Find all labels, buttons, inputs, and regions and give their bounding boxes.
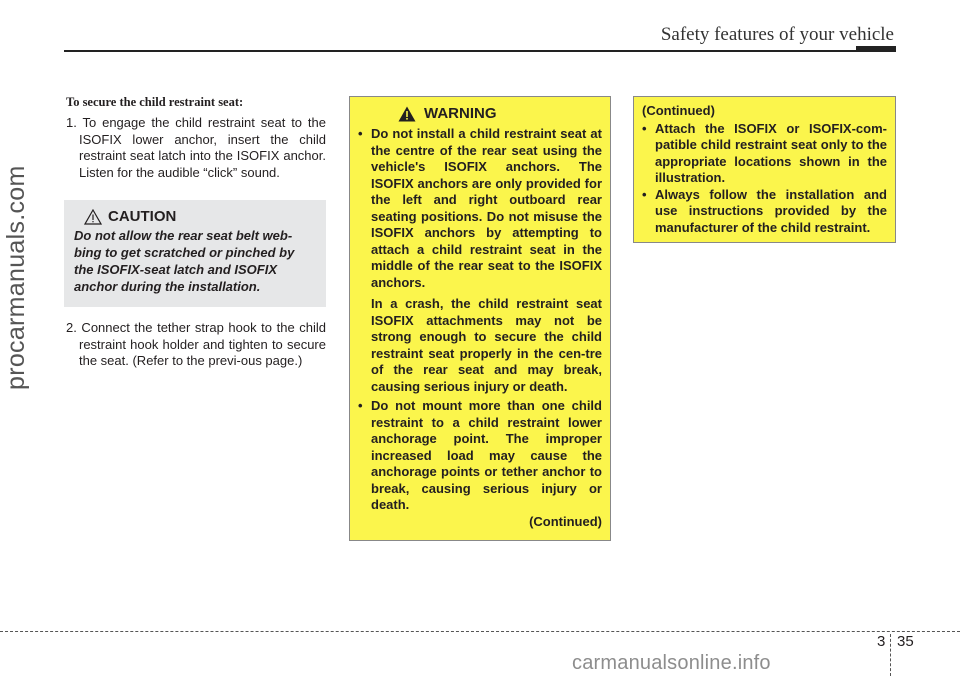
step-2-text: 2. Connect the tether strap hook to the child restraint hook holder and tighten to secure the seat. (Refer to the previ-ous page.) bbox=[66, 320, 326, 368]
warning-list bbox=[358, 126, 602, 291]
warning-title: WARNING bbox=[424, 105, 497, 122]
page-number: 35 bbox=[897, 633, 914, 650]
caution-header bbox=[84, 208, 316, 225]
header-rule bbox=[64, 50, 896, 52]
footer-dashed-rule bbox=[0, 631, 960, 632]
warning-item-1-text: Do not install a child restraint seat at the centre of the rear seat using the vehicle's ISOFIX anchors. The ISOFIX anchors are only provided for the left and right outboard rear seating positions. Do not misuse the ISOFIX anchors by attempting to attach a child restraint seat in the middle of the rear seat to the ISOFIX anchors. bbox=[371, 126, 602, 290]
warning-list-2 bbox=[358, 398, 602, 514]
bottom-watermark: carmanualsonline.info bbox=[572, 652, 771, 674]
warning-box bbox=[349, 96, 611, 541]
warning-continued: (Continued) bbox=[529, 513, 602, 529]
header-tab bbox=[856, 46, 896, 52]
continued-item-1 bbox=[642, 121, 887, 187]
continued-item-2 bbox=[642, 187, 887, 237]
page-number-divider bbox=[890, 634, 891, 676]
bullet-glyph: • bbox=[358, 398, 363, 413]
warning-item-1 bbox=[358, 126, 602, 291]
continued-warning-box bbox=[633, 96, 896, 243]
left-column bbox=[66, 95, 326, 181]
side-watermark-text: procarmanuals.com bbox=[2, 165, 30, 390]
caution-text: Do not allow the rear seat belt web-bing to get scratched or pinched by the ISOFIX-seat latch and ISOFIX anchor during the installation. bbox=[74, 228, 295, 294]
caution-title: CAUTION bbox=[108, 208, 177, 225]
section-subheading: To secure the child restraint seat: bbox=[66, 95, 244, 109]
continued-list bbox=[642, 121, 887, 237]
caution-box bbox=[64, 200, 326, 307]
warning-item-2-text: Do not mount more than one child restraint to a child restraint lower anchorage point. The improper increased load may cause the anchorage points or tether anchor to break, causing serious injury or death. bbox=[371, 398, 602, 512]
warning-item-1-paragraph: In a crash, the child restraint seat ISOFIX attachments may not be strong enough to secure the child restraint seat properly in the cen-tre of the rear seat and may break, causing serious injury or death. bbox=[371, 296, 602, 394]
step-1-text: 1. To engage the child restraint seat to the ISOFIX lower anchor, insert the child restraint seat latch into the ISOFIX anchor. Listen for the audible “click” sound. bbox=[66, 115, 326, 180]
step-2 bbox=[66, 320, 326, 370]
bullet-glyph: • bbox=[642, 120, 647, 136]
running-header-title: Safety features of your vehicle bbox=[660, 24, 894, 45]
continued-item-1-text: Attach the ISOFIX or ISOFIX-com-patible child restraint seat only to the appropriate locations shown in the illustration. bbox=[655, 120, 887, 185]
continued-label: (Continued) bbox=[642, 103, 715, 118]
warning-item-2 bbox=[358, 398, 602, 514]
bullet-glyph: • bbox=[358, 126, 363, 141]
chapter-number: 3 bbox=[877, 633, 886, 650]
warning-header bbox=[398, 105, 602, 122]
bullet-glyph: • bbox=[642, 186, 647, 202]
warning-triangle-filled-icon bbox=[398, 106, 416, 122]
continued-item-2-text: Always follow the installation and use instructions provided by the manufacturer of the child restraint. bbox=[655, 186, 887, 235]
caution-triangle-outline-icon bbox=[84, 209, 102, 225]
